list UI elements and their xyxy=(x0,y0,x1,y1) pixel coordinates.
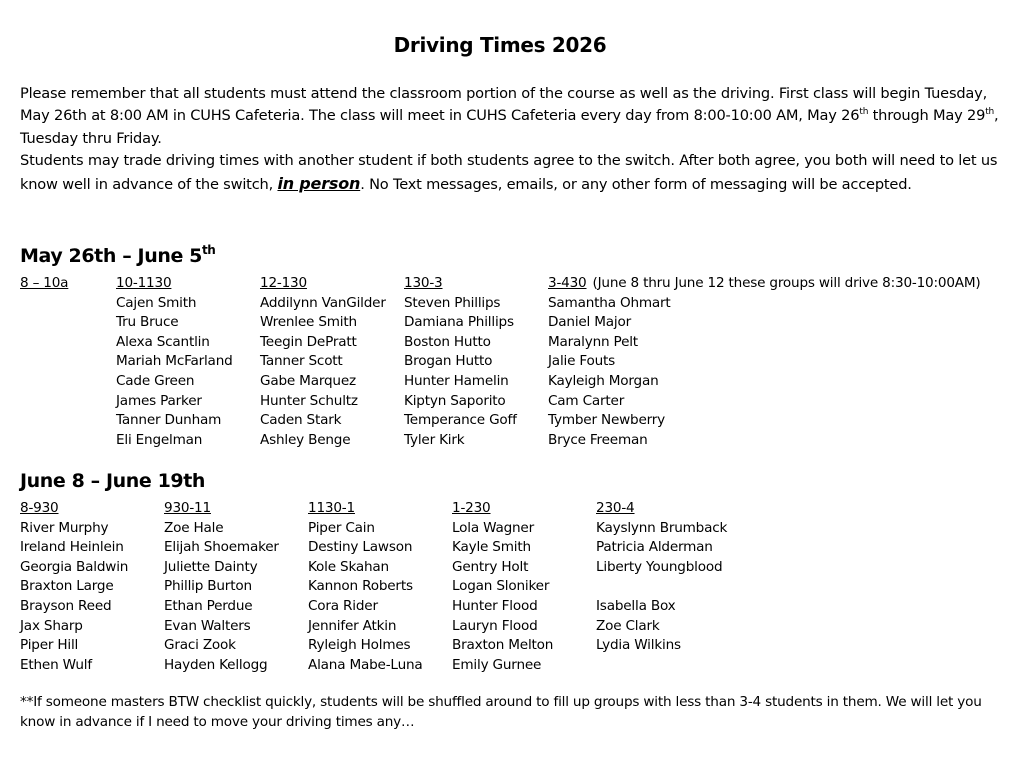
student-name: Gabe Marquez xyxy=(260,372,356,389)
student-name: Jax Sharp xyxy=(20,617,83,634)
student-name: Daniel Major xyxy=(548,314,631,331)
time-group-header xyxy=(596,499,727,519)
time-group-column xyxy=(20,274,68,294)
student-name: Kannon Roberts xyxy=(308,578,413,595)
student-name: Ethen Wulf xyxy=(20,656,92,673)
intro-paragraph-1: Please remember that all students must attend the classroom portion of the course as well as the driving. First class will begin Tuesday, May 26th at 8:00 AM in CUHS Cafeteria. The class will meet in CUHS Cafeteria every day from 8:00-10:00 AM, May 26th through May 29th, Tuesday thru Friday. xyxy=(20,85,999,147)
student-name: Cam Carter xyxy=(548,392,625,409)
student-name: Lola Wagner xyxy=(452,519,534,536)
time-group-column xyxy=(260,274,386,450)
time-group-column xyxy=(452,499,553,675)
student-name: Ireland Heinlein xyxy=(20,539,124,556)
student-name: Brogan Hutto xyxy=(404,353,493,370)
student-name: Hunter Schultz xyxy=(260,392,358,409)
time-group-header xyxy=(260,274,386,294)
student-name: Tanner Scott xyxy=(260,353,343,370)
section-1-heading: May 26th – June 5th xyxy=(20,243,216,267)
student-name: Kayslynn Brumback xyxy=(596,519,728,536)
student-name: Georgia Baldwin xyxy=(20,558,129,575)
student-name: Brayson Reed xyxy=(20,597,112,614)
student-name: Zoe Hale xyxy=(164,519,224,536)
student-name: Emily Gurnee xyxy=(452,656,542,673)
time-group-column xyxy=(164,499,279,675)
student-name: Braxton Melton xyxy=(452,637,554,654)
student-name: Kiptyn Saporito xyxy=(404,392,506,409)
student-name: Phillip Burton xyxy=(164,578,252,595)
student-name: Liberty Youngblood xyxy=(596,558,723,575)
time-slot-label: 130-3 xyxy=(404,275,443,291)
student-name: Piper Hill xyxy=(20,637,79,654)
footer-note: **If someone masters BTW checklist quickly, students will be shuffled around to fill up groups with less than 3-4 students in them. We will let you know in advance if I need to move your driving times any… xyxy=(20,694,982,730)
student-name: Maralynn Pelt xyxy=(548,333,638,350)
in-person-emphasis: in person xyxy=(277,173,361,193)
student-name: Eli Engelman xyxy=(116,431,203,448)
time-group-column xyxy=(548,274,981,450)
time-slot-label: 930-11 xyxy=(164,500,211,516)
time-slot-label: 1130-1 xyxy=(308,500,355,516)
student-name: Kole Skahan xyxy=(308,558,389,575)
student-name: Addilynn VanGilder xyxy=(260,294,386,311)
student-name: Boston Hutto xyxy=(404,333,491,350)
student-name: Wrenlee Smith xyxy=(260,314,357,331)
student-name: Logan Sloniker xyxy=(452,578,550,595)
student-name: Tru Bruce xyxy=(116,314,179,331)
time-slot-label: 12-130 xyxy=(260,275,307,291)
time-group-column xyxy=(20,499,128,675)
student-name: Caden Stark xyxy=(260,412,342,429)
student-name: Juliette Dainty xyxy=(164,558,258,575)
student-name: Tanner Dunham xyxy=(116,412,222,429)
student-name: Cajen Smith xyxy=(116,294,197,311)
student-name: James Parker xyxy=(116,392,202,409)
time-slot-label: 1-230 xyxy=(452,500,491,516)
time-group-header xyxy=(164,499,279,519)
student-name: Isabella Box xyxy=(596,597,676,614)
intro-text xyxy=(20,83,1000,196)
student-name: Jennifer Atkin xyxy=(308,617,397,634)
student-name: Mariah McFarland xyxy=(116,353,233,370)
student-name: Hayden Kellogg xyxy=(164,656,268,673)
time-slot-label: 230-4 xyxy=(596,500,635,516)
student-name xyxy=(596,577,727,597)
student-name: Cade Green xyxy=(116,372,195,389)
time-group-header xyxy=(20,274,68,294)
intro-paragraph-2: Students may trade driving times with another student if both students agree to the switch. After both agree, you both will need to let us know well in advance of the switch, in person. No Text messages, emails, or any other form of messaging will be accepted. xyxy=(20,152,998,193)
student-name: Lydia Wilkins xyxy=(596,637,681,654)
student-name: Hunter Hamelin xyxy=(404,372,509,389)
student-name: Lauryn Flood xyxy=(452,617,538,634)
student-name: Piper Cain xyxy=(308,519,375,536)
student-name: Destiny Lawson xyxy=(308,539,413,556)
student-name: Braxton Large xyxy=(20,578,114,595)
student-name: Kayle Smith xyxy=(452,539,531,556)
time-group-header xyxy=(116,274,233,294)
time-group-column xyxy=(404,274,517,450)
student-name: Samantha Ohmart xyxy=(548,294,671,311)
time-group-column xyxy=(116,274,233,450)
student-name: Damiana Phillips xyxy=(404,314,514,331)
student-name: Elijah Shoemaker xyxy=(164,539,279,556)
time-slot-label: 3-430 xyxy=(548,275,587,291)
student-name: Evan Walters xyxy=(164,617,251,634)
student-name: Cora Rider xyxy=(308,597,378,614)
time-group-header xyxy=(452,499,553,519)
student-name: Jalie Fouts xyxy=(548,353,616,370)
student-name: River Murphy xyxy=(20,519,109,536)
student-name: Patricia Alderman xyxy=(596,539,713,556)
student-name: Ryleigh Holmes xyxy=(308,637,411,654)
time-group-header xyxy=(308,499,423,519)
time-group-header xyxy=(548,274,981,294)
student-name: Zoe Clark xyxy=(596,617,660,634)
student-name: Teegin DePratt xyxy=(260,333,357,350)
student-name: Ethan Perdue xyxy=(164,597,253,614)
time-slot-note: (June 8 thru June 12 these groups will drive 8:30-10:00AM) xyxy=(592,275,981,291)
student-name: Steven Phillips xyxy=(404,294,501,311)
time-slot-label: 8-930 xyxy=(20,500,59,516)
student-name: Temperance Goff xyxy=(404,412,517,429)
student-name: Ashley Benge xyxy=(260,431,351,448)
student-name: Gentry Holt xyxy=(452,558,529,575)
student-name: Bryce Freeman xyxy=(548,431,648,448)
student-name: Kayleigh Morgan xyxy=(548,372,659,389)
time-slot-label: 8 – 10a xyxy=(20,275,69,291)
time-group-header xyxy=(404,274,517,294)
student-name: Alana Mabe-Luna xyxy=(308,656,423,673)
page-title: Driving Times 2026 xyxy=(393,33,607,57)
student-name: Tyler Kirk xyxy=(404,431,465,448)
time-group-header xyxy=(20,499,128,519)
time-group-column xyxy=(308,499,423,675)
student-name: Alexa Scantlin xyxy=(116,333,210,350)
student-name: Graci Zook xyxy=(164,637,236,654)
time-group-column xyxy=(596,499,727,656)
section-2-heading: June 8 – June 19th xyxy=(20,470,206,492)
time-slot-label: 10-1130 xyxy=(116,275,172,291)
student-name: Tymber Newberry xyxy=(548,412,665,429)
student-name: Hunter Flood xyxy=(452,597,538,614)
